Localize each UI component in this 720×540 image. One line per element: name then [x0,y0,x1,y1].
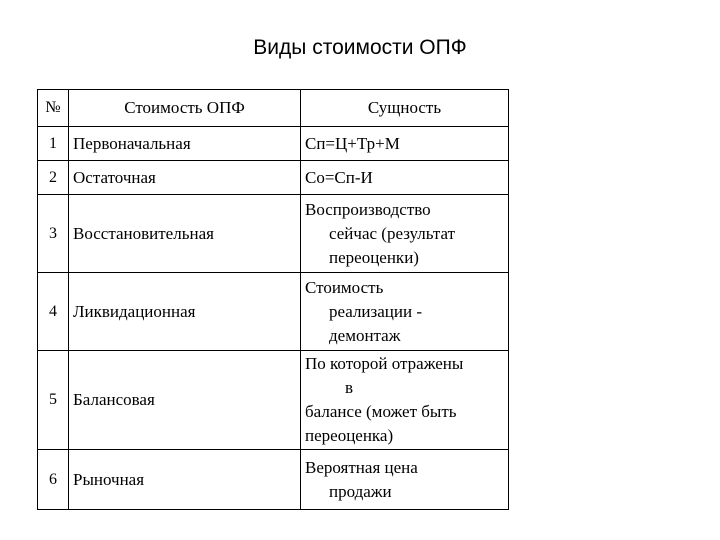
row-name: Балансовая [69,351,301,450]
header-essence: Сущность [301,90,509,127]
essence-line: в [345,378,354,397]
essence-line: реализации - [329,301,422,321]
table-row [38,127,509,161]
opf-value-types-table [37,89,509,510]
row-essence [301,161,509,195]
row-number: 1 [38,127,69,161]
page-title: Виды стоимости ОПФ [253,36,467,59]
table-row [38,351,509,450]
row-essence [301,273,509,351]
row-number: 5 [38,351,69,450]
row-number: 2 [38,161,69,195]
essence-line: По которой отражены [305,354,464,373]
row-essence [301,351,509,450]
row-number: 4 [38,273,69,351]
essence-line: Вероятная цена [305,457,418,477]
header-name: Стоимость ОПФ [69,90,301,127]
row-number: 6 [38,450,69,510]
header-number: № [38,90,69,127]
essence-line: балансе (может быть [305,402,457,421]
essence-line: сейчас (результат [329,223,456,243]
table-row [38,273,509,351]
essence-line: Стоимость [305,277,384,297]
essence-line: Сп=Ц+Тр+М [305,133,400,153]
essence-line: Со=Сп-И [305,167,373,187]
table-row [38,195,509,273]
essence-line: Воспроизводство [305,199,431,219]
row-name: Первоначальная [69,127,301,161]
essence-line: переоценка) [305,426,394,445]
row-name: Остаточная [69,161,301,195]
row-number: 3 [38,195,69,273]
row-name: Ликвидационная [69,273,301,351]
essence-line: демонтаж [329,325,401,345]
row-name: Рыночная [69,450,301,510]
row-essence [301,195,509,273]
row-essence [301,127,509,161]
row-name: Восстановительная [69,195,301,273]
table-row [38,161,509,195]
essence-line: переоценки) [329,247,419,267]
row-essence [301,450,509,510]
table-row [38,450,509,510]
essence-line: продажи [329,481,392,501]
table-header-row [38,90,509,127]
